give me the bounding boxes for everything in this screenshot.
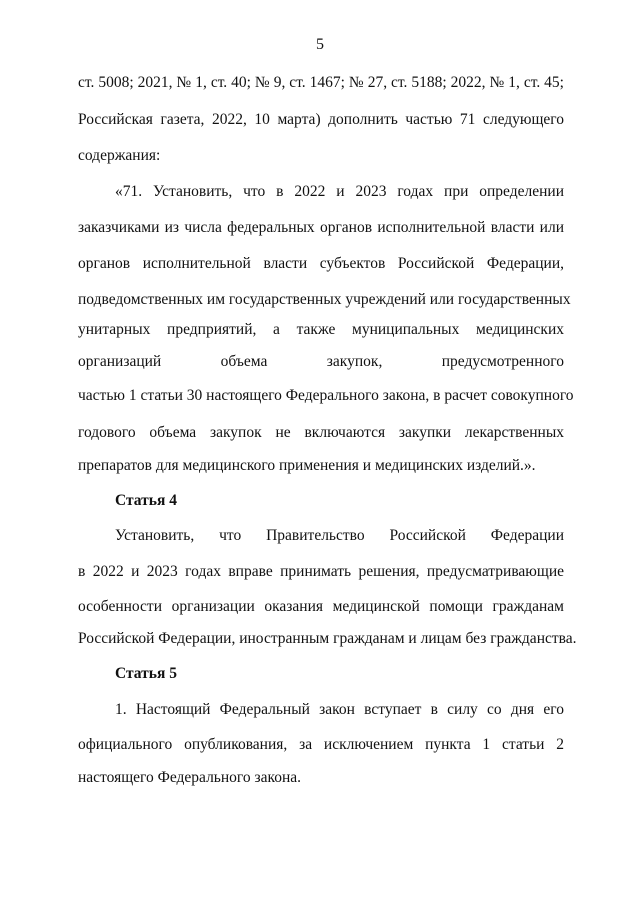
paragraph-line: ст. 5008; 2021, № 1, ст. 40; № 9, ст. 1467; № 27, ст. 5188; 2022, № 1, ст. 45; xyxy=(78,74,564,91)
paragraph-line: официального опубликования, за исключением пункта 1 статьи 2 xyxy=(78,736,564,753)
paragraph-line: унитарных предприятий, а также муниципальных медицинских xyxy=(78,321,564,338)
paragraph-line: годового объема закупок не включаются закупки лекарственных xyxy=(78,424,564,441)
paragraph-line: содержания: xyxy=(78,147,161,164)
paragraph-line: подведомственных им государственных учреждений или государственных xyxy=(78,291,571,308)
paragraph-line: 1. Настоящий Федеральный закон вступает в силу со дня его xyxy=(115,701,564,718)
paragraph-line: Российская газета, 2022, 10 марта) дополнить частью 71 следующего xyxy=(78,111,564,128)
paragraph-line: особенности организации оказания медицинской помощи гражданам xyxy=(78,598,564,615)
paragraph-line: «71. Установить, что в 2022 и 2023 годах при определении xyxy=(115,183,564,200)
paragraph-line: Установить, что Правительство Российской Федерации xyxy=(115,527,564,544)
paragraph-line: заказчиками из числа федеральных органов исполнительной власти или xyxy=(78,219,564,236)
paragraph-line: органов исполнительной власти субъектов Российской Федерации, xyxy=(78,255,564,272)
article-4-heading: Статья 4 xyxy=(115,492,177,509)
paragraph-line: организаций объема закупок, предусмотренного xyxy=(78,353,564,370)
paragraph-line: в 2022 и 2023 годах вправе принимать решения, предусматривающие xyxy=(78,563,564,580)
paragraph-line: частью 1 статьи 30 настоящего Федерального закона, в расчет совокупного xyxy=(78,387,574,404)
paragraph-line: Российской Федерации, иностранным гражданам и лицам без гражданства. xyxy=(78,630,577,647)
paragraph-line: препаратов для медицинского применения и медицинских изделий.». xyxy=(78,457,536,474)
article-5-heading: Статья 5 xyxy=(115,665,177,682)
paragraph-line: настоящего Федерального закона. xyxy=(78,769,302,786)
page-number: 5 xyxy=(316,36,324,53)
